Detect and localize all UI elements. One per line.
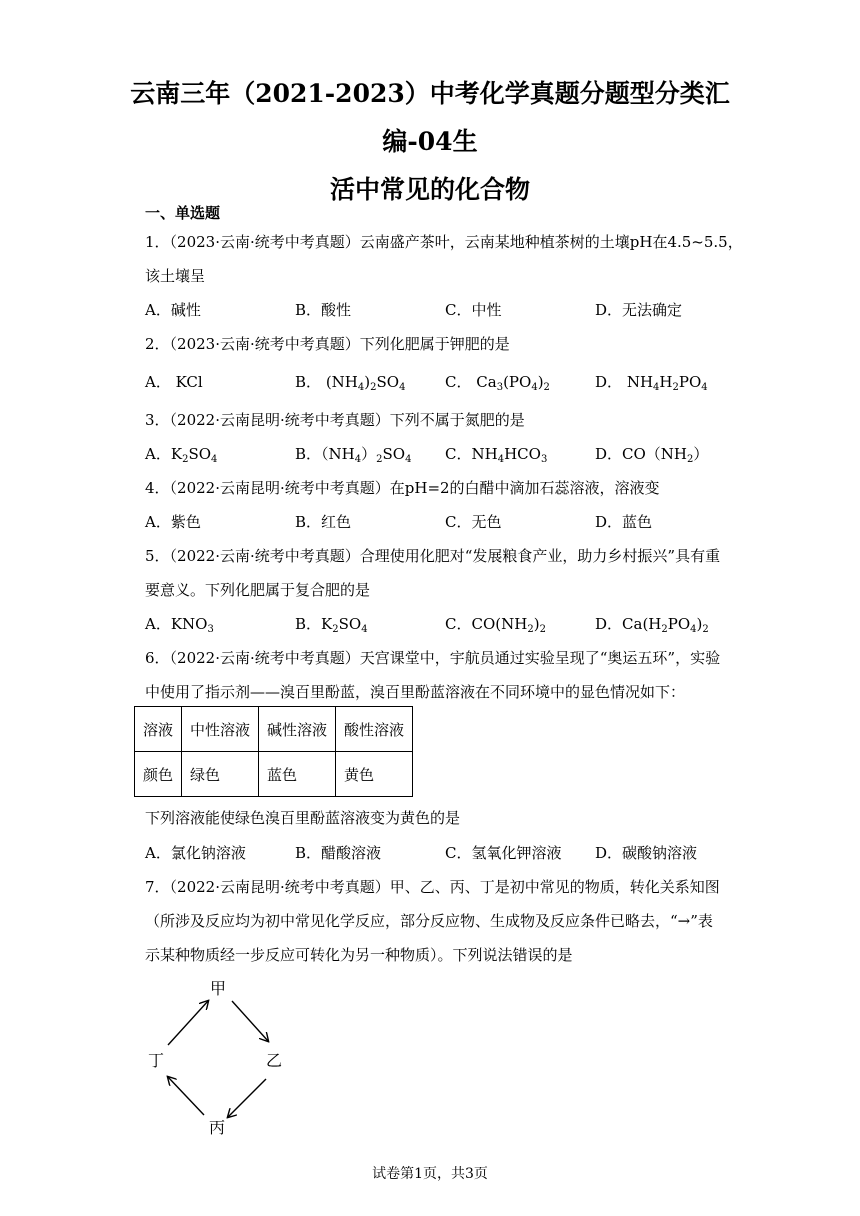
q4-option-d: D．蓝色 [595,513,653,531]
node-bing: 丙 [209,1118,226,1137]
q1-option-d: D．无法确定 [595,301,683,319]
q5-option-c: C．$CO(NH_2)_2$ [445,615,546,635]
q6-option-c: C．氢氧化钾溶液 [445,844,562,862]
q7-stem-line-3: 示某种物质经一步反应可转化为另一种物质）。下列说法错误的是 [145,946,573,964]
q4-option-a: A．紫色 [145,513,201,531]
title-line-2: 活中常见的化合物 [329,175,530,204]
arrow-ding-to-jia [168,1001,208,1045]
q7-stem-line-1: 7．（2022·云南昆明·统考中考真题）甲、乙、丙、丁是初中常见的物质，转化关系知图 [145,878,720,896]
q1-stem-line-2: 该土壤呈 [145,267,206,285]
q5-option-c-label: C． [445,615,472,633]
q1-stem-line-1: 1．（2023·云南·统考中考真题）云南盛产茶叶，云南某地种植茶树的土壤pH在4.5~5.5， [145,233,743,251]
node-jia: 甲 [210,979,227,998]
q4-option-c: C．无色 [445,513,502,531]
q3-option-b-label: B． [295,445,322,463]
table-cell: 中性溶液 [182,707,259,752]
page-footer: 试卷第1页，共3页 [372,1166,488,1182]
q3-option-b: B．$(NH_4)_2SO_4$ [295,445,412,465]
q2-option-b-label: B． [295,373,322,391]
q3-option-c-label: C． [445,445,472,463]
q6-option-a: A．氯化钠溶液 [145,844,246,862]
node-yi: 乙 [266,1051,283,1070]
title-line-1: 云南三年（2021-2023）中考化学真题分题型分类汇编-04生 [130,79,730,156]
table-cell: 蓝色 [259,752,336,797]
table-cell: 颜色 [135,752,182,797]
q7-stem-line-2: （所涉及反应均为初中常见化学反应，部分反应物、生成物及反应条件已略去，“→”表 [145,912,713,930]
q1-option-c: C．中性 [445,301,502,319]
q6-option-d: D．碳酸钠溶液 [595,844,698,862]
q5-stem-line-1: 5．（2022·云南·统考中考真题）合理使用化肥对“发展粮食产业，助力乡村振兴”具有重 [145,547,721,565]
indicator-color-table [134,706,413,797]
table-cell: 碱性溶液 [259,707,336,752]
q1-option-b: B．酸性 [295,301,352,319]
q5-option-d-label: D． [595,615,623,633]
q1-option-a: A．碱性 [145,301,201,319]
q4-stem: 4．（2022·云南昆明·统考中考真题）在pH=2的白醋中滴加石蕊溶液，溶液变 [145,479,660,497]
q2-option-b [295,372,405,392]
q2-option-c-formula: $Ca_3(PO_4)_2$ [476,373,550,393]
table-cell: 绿色 [182,752,259,797]
q3-option-d-label: D． [595,445,623,463]
q3-option-d: D．$CO(NH_2)$ [595,445,709,465]
q5-option-a: A．$KNO_3$ [145,615,214,635]
q5-option-b-label: B． [295,615,322,633]
q6-option-b: B．醋酸溶液 [295,844,382,862]
arrow-yi-to-bing [228,1079,266,1117]
q2-option-a-formula: KCl [175,373,203,391]
page-title [110,70,750,214]
q3-stem: 3．（2022·云南昆明·统考中考真题）下列不属于氮肥的是 [145,411,525,429]
table-cell: 酸性溶液 [336,707,413,752]
conversion-diagram [140,975,300,1145]
q2-option-a [145,372,203,392]
q6-stem-line-1: 6．（2022·云南·统考中考真题）天宫课堂中，宇航员通过实验呈现了“奥运五环”，实验 [145,649,721,667]
q4-option-b: B．红色 [295,513,352,531]
q6-follow-up: 下列溶液能使绿色溴百里酚蓝溶液变为黄色的是 [145,809,461,827]
q2-option-c-label: C． [445,373,472,391]
q2-option-a-label: A． [145,373,171,391]
q6-stem-line-2: 中使用了指示剂——溴百里酚蓝，溴百里酚蓝溶液在不同环境中的显色情况如下： [145,683,686,701]
q2-option-d-formula: $NH_4H_2PO_4$ [626,373,708,393]
q3-option-a: A．$K_2SO_4$ [145,445,218,465]
section-heading: 一、单选题 [145,204,221,222]
table-cell: 黄色 [336,752,413,797]
table-cell: 溶液 [135,707,182,752]
q3-option-a-label: A． [145,445,171,463]
arrow-jia-to-yi [232,1001,268,1041]
q3-option-c: C．$NH_4HCO_3$ [445,445,548,465]
q2-option-b-formula: $(NH_4)_2SO_4$ [325,373,406,393]
arrow-bing-to-ding [168,1077,204,1115]
q2-option-d [595,372,708,392]
q2-stem: 2．（2023·云南·统考中考真题）下列化肥属于钾肥的是 [145,335,510,353]
node-ding: 丁 [148,1051,165,1070]
q5-option-d: D．$Ca(H_2PO_4)_2$ [595,615,709,635]
q5-stem-line-2: 要意义。下列化肥属于复合肥的是 [145,581,371,599]
q2-option-c [445,372,550,392]
q2-option-d-label: D． [595,373,623,391]
q5-option-a-label: A． [145,615,171,633]
q5-option-b: B．$K_2SO_4$ [295,615,368,635]
table-row [135,707,413,752]
table-row [135,752,413,797]
